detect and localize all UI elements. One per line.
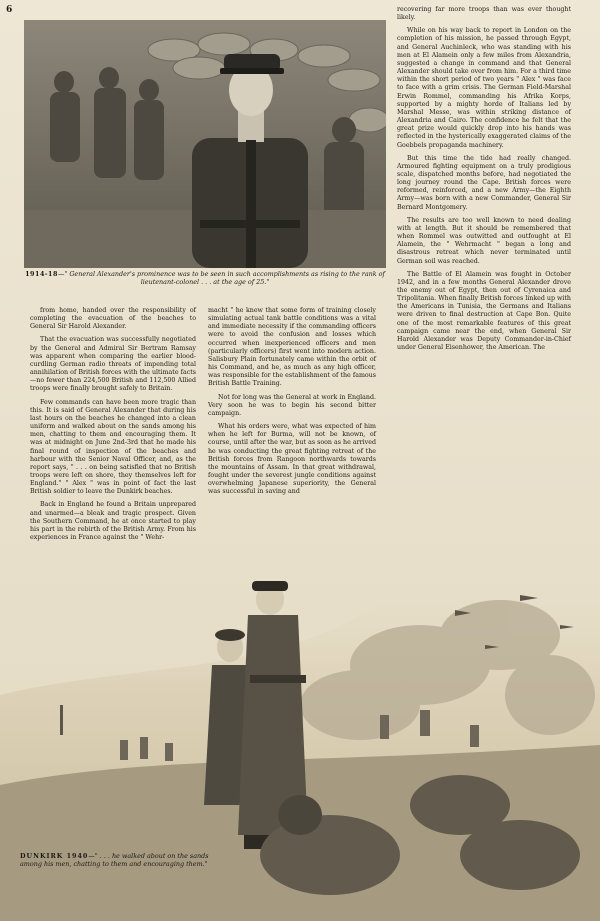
- portrait-photo: [24, 20, 386, 268]
- paragraph: The Battle of El Alamein was fought in October 1942, and in a few months General Alexander drove the enemy out of Egypt, then out of Cyrenaica and Tripolitania. When finally British forces linked up with the Americans in Tunisia, the Germans and Italians were driven to final destruction at Cape Bon. Quite one of the most remarkable features of this great campaign came near the end, when General Sir Harold Alexander was Deputy Commander-in-Chief under General Eisenhower, the American. The: [397, 270, 571, 352]
- page-number: 6: [6, 5, 13, 15]
- photo-caption-text: —" General Alexander's prominence was to be seen in such accomplishments as rising to the rank of lieutenant-colonel . . . at the age of 25.": [57, 270, 385, 286]
- text-column-3: [397, 6, 571, 357]
- photo-caption: [24, 270, 386, 286]
- illustration-caption-lead: DUNKIRK 1940: [20, 852, 89, 860]
- illustration-caption-text: —" . . . he walked about on the sands among his men, chatting to them and encouraging them.": [20, 852, 209, 868]
- paragraph: But this time the tide had really changed. Armoured fighting equipment on a truly prodigious scale, dispatched months before, had negotiated the long journey round the Cape. British forces were reformed, reinforced, and a new Army—the Eighth Army—was born with a new Commander, General Sir Bernard Montgomery.: [397, 154, 571, 211]
- paragraph: The results are too well known to need dealing with at length. But it should be remembered that when Rommel was outwitted and outfought at El Alamein, the " Wehrmacht " began a long and disastrous retreat which never terminated until German soil was reached.: [397, 216, 571, 265]
- paragraph: macht " he knew that some form of training closely simulating actual tank battle conditions was a vital and immediate necessity if the commanding officers were to avoid the confusion and losses which occurred when inexperienced officers and men (particularly officers) first went into modern action. Salisbury Plain fortunately came within the orbit of his Command, and he, as much as any high officer, was responsible for the establishment of the famous British Battle Training.: [208, 307, 376, 388]
- paragraph: Back in England he found a Britain unprepared and unarmed—a bleak and tragic prospect. Given the Southern Command, he at once started to play his part in the rebirth of the British Army. From his experiences in France against the " Wehr-: [30, 501, 196, 542]
- paragraph: Few commands can have been more tragic than this. It is said of General Alexander that during his last hours on the beaches he changed into a clean uniform and walked about on the sands among his men, chatting to them and encouraging them. It was at midnight on June 2nd-3rd that he made his final round of inspection of the beaches and harbour with the Senior Naval Officer, and, as the report says, " . . . on being satisfied that no British troops were left on shore, they themselves left for England." " Alex " was in point of fact the last British soldier to leave the Dunkirk beaches.: [30, 398, 196, 496]
- text-column-1: [30, 307, 196, 547]
- paragraph: Not for long was the General at work in England. Very soon he was to begin his second bitter campaign.: [208, 393, 376, 417]
- paragraph: from home, handed over the responsibility of completing the evacuation of the beaches to General Sir Harold Alexander.: [30, 307, 196, 331]
- paragraph: What his orders were, what was expected of him when he left for Burma, will not be known, of course, until after the war, but as soon as he arrived he was conducting the great fighting retreat of the British forces from Rangoon northwards towards the mountains of Assam. In that great withdrawal, fought under the severest jungle conditions against overwhelming Japanese superiority, the General was successful in saving and: [208, 423, 376, 496]
- illustration-caption: [20, 852, 220, 868]
- photo-caption-lead: 1914-18: [25, 270, 58, 278]
- paragraph: While on his way back to report in London on the completion of his mission, he passed through Egypt, and General Auchinleck, who was standing with his men at El Alamein only a few miles from Alexandria, suggested a change in command and that General Alexander should take over from him. For a third time within the short period of two years " Alex " was face to face with a grim crisis. The German Field-Marshal Erwin Rommel, commanding his Afrika Korps, supported by a mighty horde of Italians led by Marshal Messe, was within striking distance of Alexandria and Cairo. The confidence he felt that the great prize would quickly drop into his hands was reflected in the hysterically exaggerated claims of the Goebbels propaganda machinery.: [397, 27, 571, 149]
- paragraph: That the evacuation was successfully negotiated by the General and Admiral Sir Bertram Ramsay was apparent when comparing the earlier blood-curdling German radio threats of impending total annihilation of British forces with the ultimate facts—no fewer than 224,500 British and 112,500 Allied troops were finally brought safely to Britain.: [30, 336, 196, 393]
- text-column-2: [208, 307, 376, 501]
- photo-graphic: [24, 20, 386, 268]
- paragraph: recovering far more troops than was ever thought likely.: [397, 6, 571, 22]
